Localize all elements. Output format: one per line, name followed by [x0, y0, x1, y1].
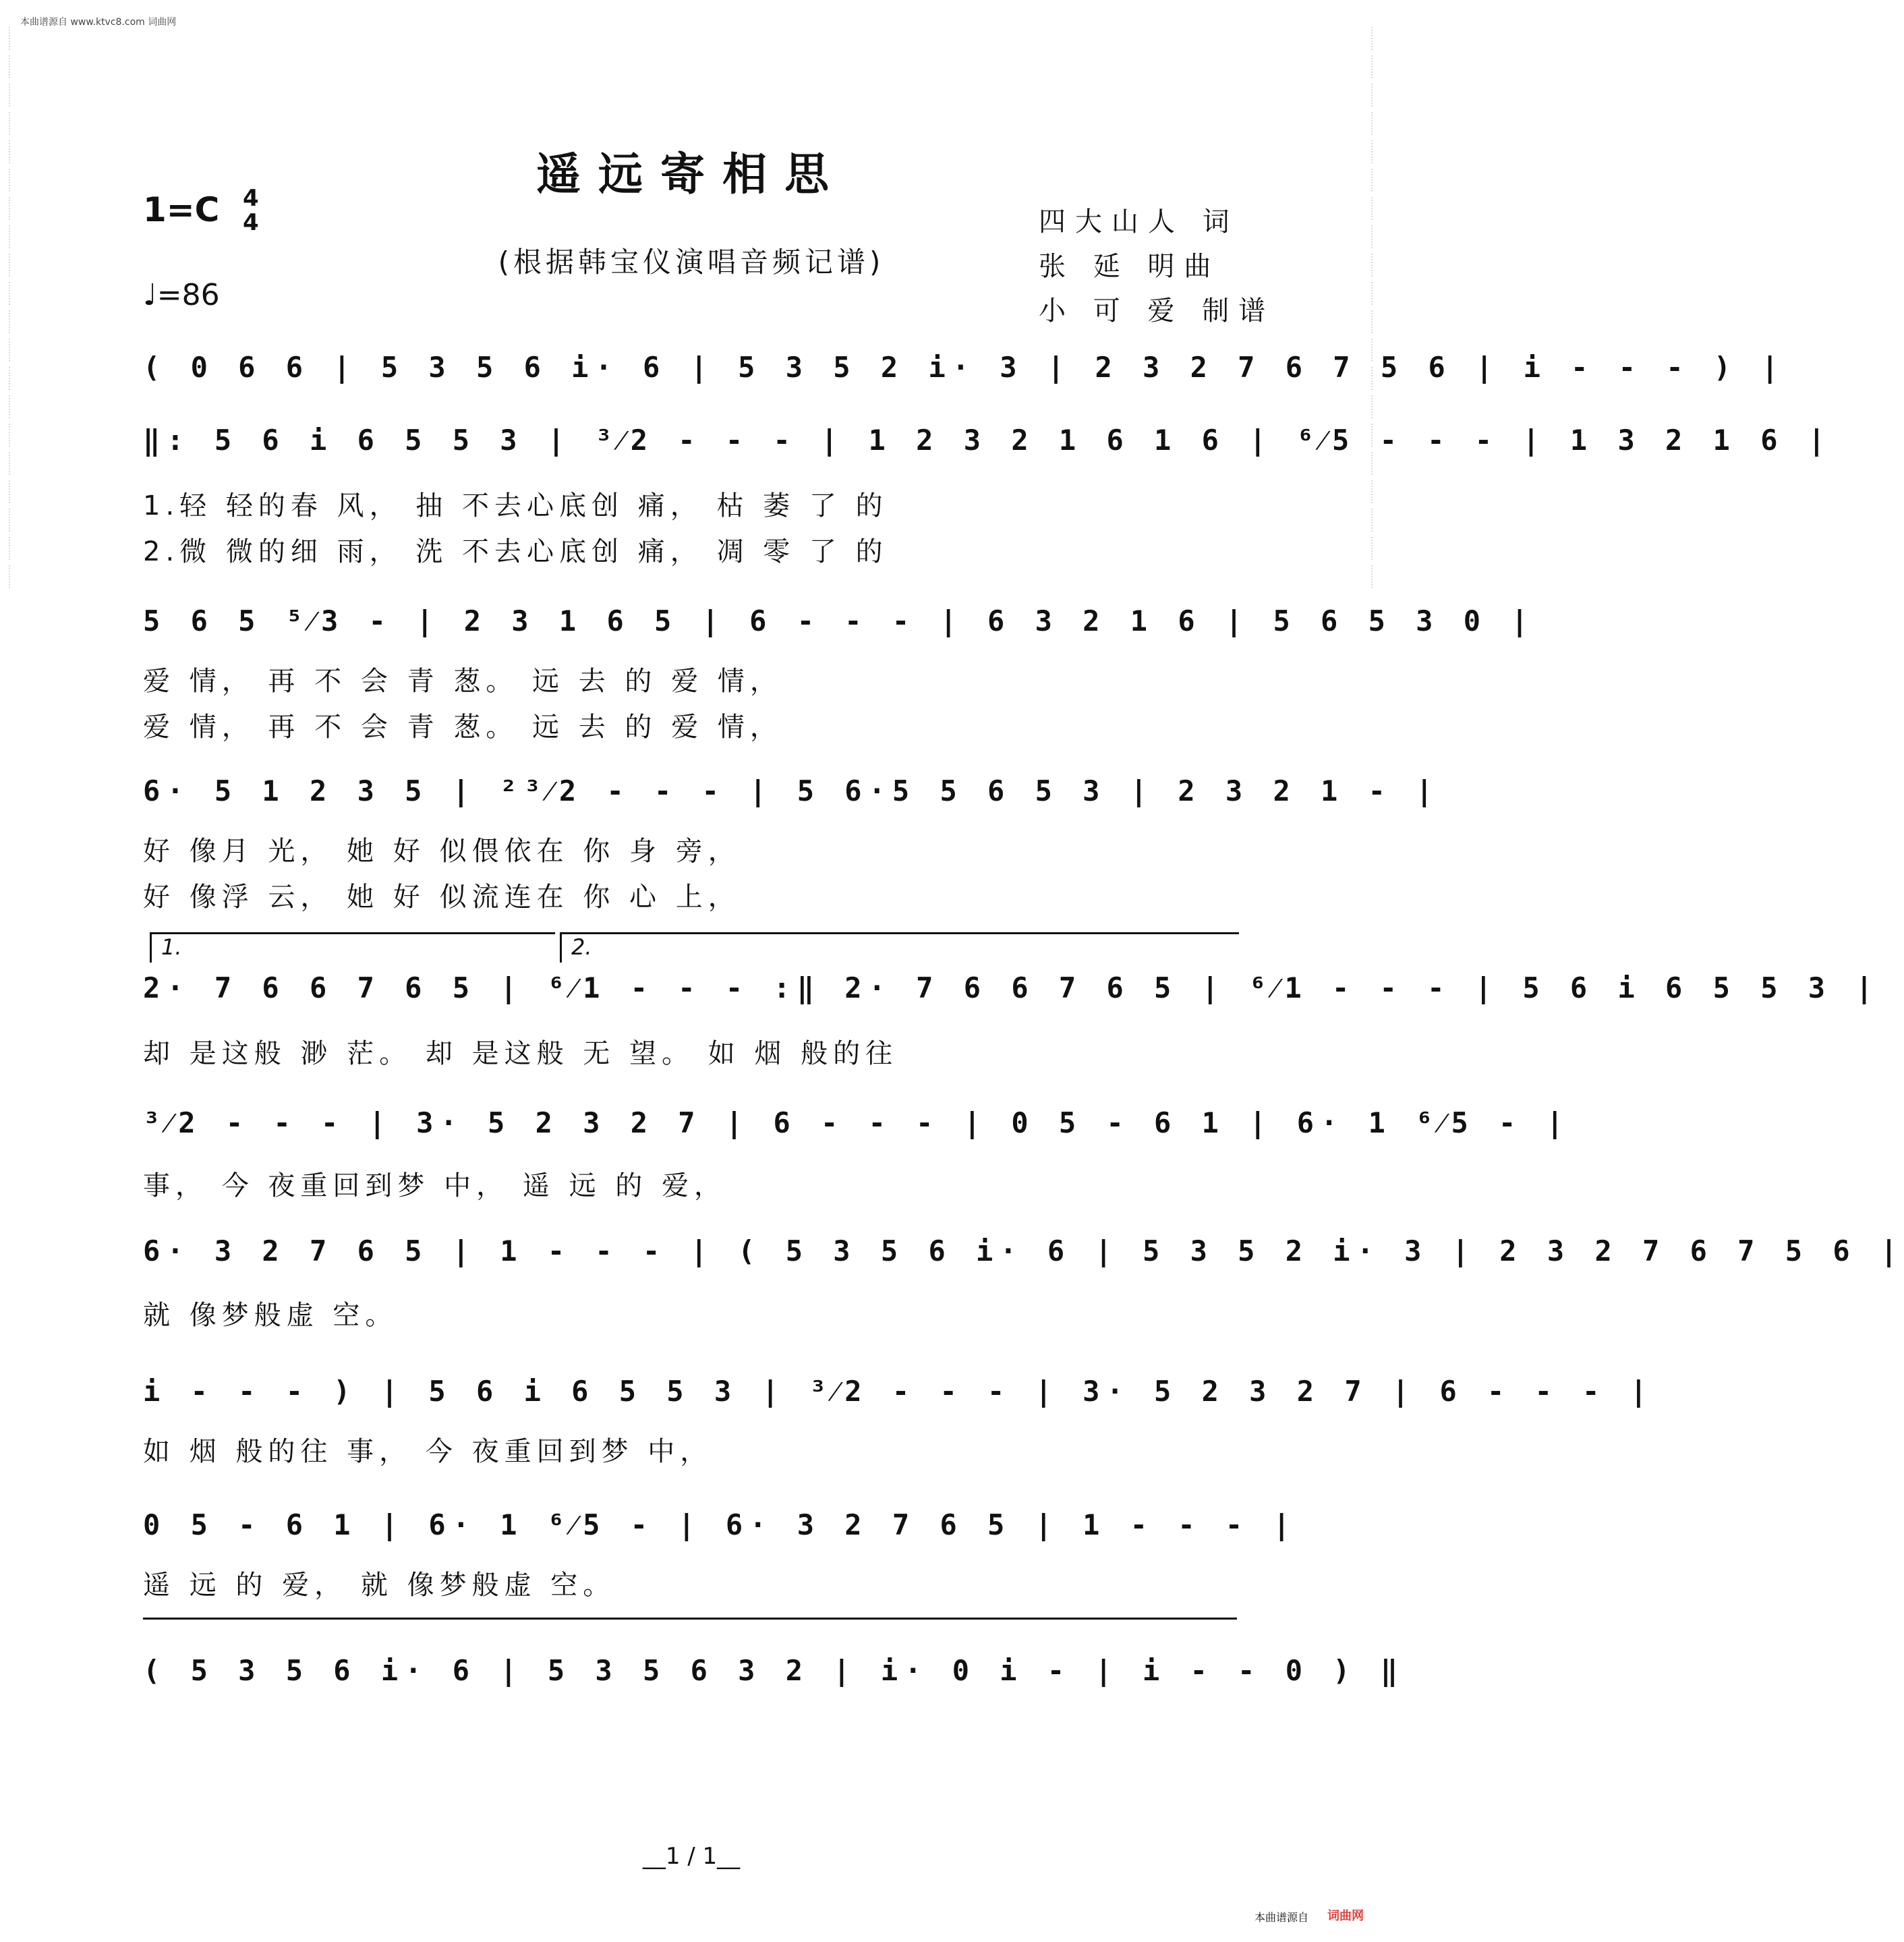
lyric-verse-1: 1.轻 轻的春 风， 抽 不去心底创 痛， 枯 萎 了 的 — [143, 490, 888, 521]
volta-second-ending: 2. — [560, 932, 1239, 963]
source-line: 本曲谱源自 www.ktvc8.com 词曲网 — [20, 17, 177, 28]
score-system-10 — [143, 1654, 1405, 1708]
score-system-8 — [143, 1375, 1654, 1429]
notation-line: i - - - ) | 5 6 i 6 5 5 3 | ³⁄2 - - - | 3· 5 2 3 2 7 | 6 - - - | — [143, 1375, 1654, 1408]
score-system-5 — [143, 971, 1880, 1025]
song-title: 遥远寄相思 — [536, 148, 846, 200]
notation-line: ( 0 6 6 | 5 3 5 6 i· 6 | 5 3 5 2 i· 3 | 2 3 2 7 6 7 5 6 | i - - - ) | — [143, 351, 1785, 384]
notation-line: 2· 7 6 6 7 6 5 | ⁶⁄1 - - - :‖ 2· 7 6 6 7 6 5 | ⁶⁄1 - - - | 5 6 i 6 5 5 3 | — [143, 971, 1880, 1004]
footer-logo: 词曲网 — [1327, 1909, 1364, 1923]
score-system-7 — [143, 1234, 1904, 1288]
tempo-marking: ♩=86 — [143, 278, 220, 312]
score-system-3 — [143, 604, 1535, 658]
lyric-verse-1: 好 像月 光， 她 好 似偎依在 你 身 旁， — [143, 836, 741, 867]
subtitle: (根据韩宝仪演唱音频记谱) — [498, 246, 885, 279]
time-signature — [243, 186, 259, 235]
notation-line: 6· 5 1 2 3 5 | ²³⁄2 - - - | 5 6·5 5 6 5 3 | 2 3 2 1 - | — [143, 774, 1440, 807]
coda-rule — [143, 1618, 1237, 1620]
score-system-6 — [143, 1106, 1570, 1160]
score-system-1 — [143, 351, 1785, 405]
notation-line: ( 5 3 5 6 i· 6 | 5 3 5 6 3 2 | i· 0 i - | i - - 0 ) ‖ — [143, 1654, 1405, 1687]
notation-line: 0 5 - 6 1 | 6· 1 ⁶⁄5 - | 6· 3 2 7 6 5 | 1 - - - | — [143, 1508, 1297, 1541]
arranger-credit: 小 可 爱 制谱 — [1039, 295, 1275, 326]
lyric-line: 遥 远 的 爱， 就 像梦般虚 空。 — [143, 1570, 616, 1601]
volta-first-ending: 1. — [150, 932, 555, 963]
key-signature: 1=C — [143, 190, 220, 229]
lyric-line: 如 烟 般的往 事， 今 夜重回到梦 中， — [143, 1436, 713, 1467]
credits — [1039, 200, 1275, 333]
time-signature-top: 4 — [243, 185, 259, 212]
footer-source: 本曲谱源自 — [1254, 1911, 1309, 1924]
lyric-verse-2: 爱 情， 再 不 会 青 葱。 远 去 的 爱 情， — [143, 712, 782, 743]
lyric-line: 就 像梦般虚 空。 — [143, 1300, 398, 1331]
lyric-verse-2: 2.微 微的细 雨， 洗 不去心底创 痛， 凋 零 了 的 — [143, 536, 888, 567]
lyric-verse-2: 好 像浮 云， 她 好 似流连在 你 心 上， — [143, 882, 741, 913]
score-system-4 — [143, 774, 1440, 828]
lyric-verse-1: 爱 情， 再 不 会 青 葱。 远 去 的 爱 情， — [143, 666, 782, 697]
score-system-9 — [143, 1508, 1297, 1562]
page-number: __1 / 1__ — [642, 1843, 741, 1870]
lyric-line: 却 是这般 渺 茫。 却 是这般 无 望。 如 烟 般的往 — [143, 1038, 898, 1069]
notation-line: 6· 3 2 7 6 5 | 1 - - - | ( 5 3 5 6 i· 6 | 5 3 5 2 i· 3 | 2 3 2 7 6 7 5 6 | — [143, 1234, 1904, 1267]
lyric-line: 事， 今 夜重回到梦 中， 遥 远 的 爱， — [143, 1170, 727, 1201]
score-system-2 — [143, 424, 1833, 478]
time-signature-bottom: 4 — [243, 209, 259, 236]
notation-line: ³⁄2 - - - | 3· 5 2 3 2 7 | 6 - - - | 0 5 - 6 1 | 6· 1 ⁶⁄5 - | — [143, 1106, 1570, 1139]
notation-line: ‖: 5 6 i 6 5 5 3 | ³⁄2 - - - | 1 2 3 2 1 6 1 6 | ⁶⁄5 - - - | 1 3 2 1 6 | — [143, 424, 1833, 457]
composer-credit: 张 延 明曲 — [1039, 251, 1221, 282]
left-margin-pattern — [3, 27, 18, 1915]
lyricist-credit: 四大山人 词 — [1039, 206, 1239, 237]
notation-line: 5 6 5 ⁵⁄3 - | 2 3 1 6 5 | 6 - - - | 6 3 2 1 6 | 5 6 5 3 0 | — [143, 604, 1535, 637]
